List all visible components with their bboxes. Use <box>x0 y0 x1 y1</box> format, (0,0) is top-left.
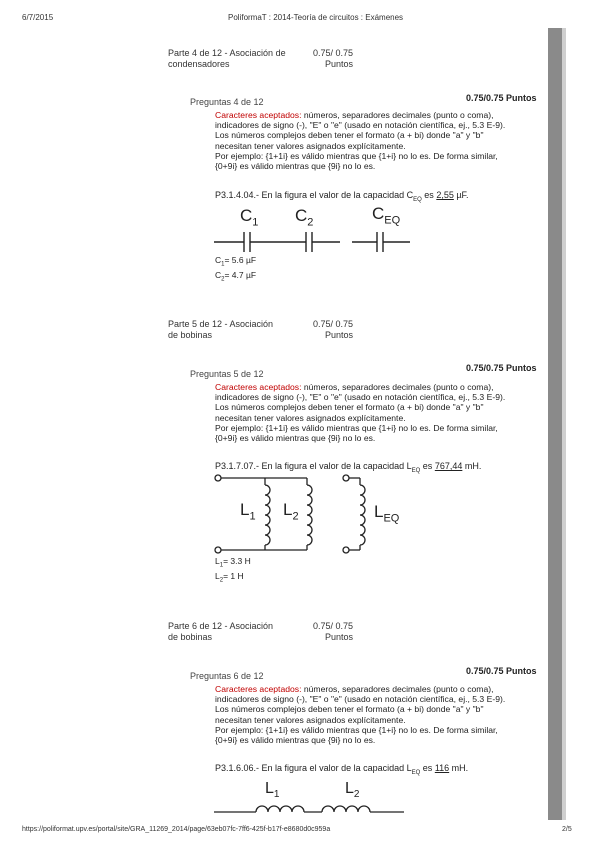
fig6-label-l2: $L_2$ <box>345 780 360 801</box>
fig6-label-l1: $L_1$ <box>265 780 280 801</box>
page-number: 2/5 <box>562 826 572 833</box>
part-6-score: 0.75/ 0.75 Puntos <box>312 621 353 642</box>
part-6-title: Parte 6 de 12 - Asociación de bobinas <box>168 621 274 642</box>
print-date: 6/7/2015 <box>22 13 54 22</box>
fig4-label-c1: $C_1$ <box>240 206 259 229</box>
fig5-label-leq: $L_{EQ}$ <box>374 502 400 525</box>
part-4-score: 0.75/ 0.75 Puntos <box>312 48 353 69</box>
question-5-instructions: Caracteres aceptados: números, separadores decimales (punto o coma), indicadores de signo (-), "E" o "e" (usado en notación científica, ej., 5.3 E-9). Los números complejos deben tener el formato (a + bi) donde "a" y "b" necesitan tener valores asignados explícitamente. Por ejemplo: {1+1i} es válido mientras que {1+i} no lo es. De forma similar, {0+9i} es válido mientras que {9i} no lo es. <box>215 382 506 444</box>
part-5-title: Parte 5 de 12 - Asociación de bobinas <box>168 319 274 340</box>
question-4-score: 0.75/0.75 Puntos <box>466 93 537 103</box>
question-5-score: 0.75/0.75 Puntos <box>466 363 537 373</box>
page-url: https://poliformat.upv.es/portal/site/GRA_11269_2014/page/63eb07fc-7ff6-425f-b17f-e8680d0c959a <box>22 826 331 833</box>
question-6-answer: 116 <box>434 763 450 773</box>
question-6-instructions: Caracteres aceptados: números, separadores decimales (punto o coma), indicadores de signo (-), "E" o "e" (usado en notación científica, ej., 5.3 E-9). Los números complejos deben tener el formato (a + bi) donde "a" y "b" necesitan tener valores asignados explícitamente. Por ejemplo: {1+1i} es válido mientras que {1+i} no lo es. De forma similar, {0+9i} es válido mientras que {9i} no lo es. <box>215 684 506 746</box>
fig5-label-l1: $L_1$ <box>240 500 256 523</box>
question-5-answer: 767,44 <box>434 461 463 471</box>
fig5-label-l2: $L_2$ <box>283 500 299 523</box>
fig4-values: $C_1= 5.6$ µF $C_2= 4.7$ µF <box>215 255 257 283</box>
part-5-score: 0.75/ 0.75 Puntos <box>312 319 353 340</box>
question-5-text: P3.1.7.07.- En la figura el valor de la capacidad $L_{EQ}$ es 767,44 mH. <box>215 461 482 474</box>
fig4-label-ceq: $C_{EQ}$ <box>372 204 401 227</box>
fig5-values: $L_1= 3.3$ H $L_2= 1$ H <box>215 556 251 584</box>
question-4-answer: 2,55 <box>436 190 454 200</box>
question-5-title: Preguntas 5 de 12 <box>190 369 264 379</box>
question-4-title: Preguntas 4 de 12 <box>190 97 264 107</box>
question-6-title: Preguntas 6 de 12 <box>190 671 264 681</box>
question-6-score: 0.75/0.75 Puntos <box>466 666 537 676</box>
question-4-text: P3.1.4.04.- En la figura el valor de la capacidad $C_{EQ}$ es 2,55 µF. <box>215 190 469 203</box>
fig4-label-c2: $C_2$ <box>295 206 314 229</box>
question-6-text: P3.1.6.06.- En la figura el valor de la capacidad $L_{EQ}$ es 116 mH. <box>215 763 469 776</box>
print-title: PoliformaT : 2014-Teoría de circuitos : Exámenes <box>228 13 404 22</box>
question-4-instructions: Caracteres aceptados: números, separadores decimales (punto o coma), indicadores de signo (-), "E" o "e" (usado en notación científica, ej., 5.3 E-9). Los números complejos deben tener el formato (a + bi) donde "a" y "b" necesitan tener valores asignados explícitamente. Por ejemplo: {1+1i} es válido mientras que {1+i} no lo es. De forma similar, {0+9i} es válido mientras que {9i} no lo es. <box>215 110 506 172</box>
part-4-title: Parte 4 de 12 - Asociación de condensadores <box>168 48 286 69</box>
